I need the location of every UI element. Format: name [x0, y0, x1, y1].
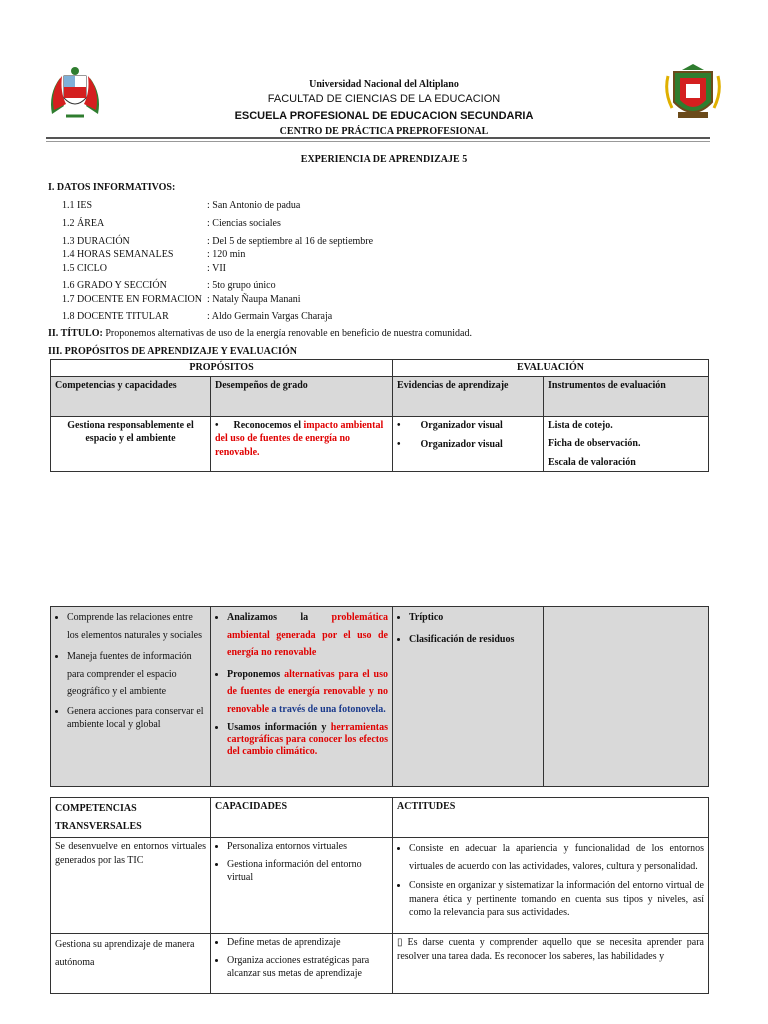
info-key: 1.7 DOCENTE EN FORMACION	[62, 294, 202, 305]
header-rule-thin	[46, 141, 710, 142]
info-value: : San Antonio de padua	[207, 200, 301, 211]
center-name: CENTRO DE PRÁCTICA PREPROFESIONAL	[279, 126, 489, 137]
header-instrumentos: Instrumentos de evaluación	[544, 376, 709, 416]
propositos-table	[50, 359, 709, 472]
desempeno-text: Usamos información y	[227, 722, 331, 733]
section-heading-datos: I. DATOS INFORMATIVOS:	[48, 182, 176, 193]
page-title: EXPERIENCIA DE APRENDIZAJE 5	[300, 154, 468, 165]
desempeno-cell	[211, 416, 393, 472]
actitud-item: • Consiste en adecuar la apariencia y funcionalidad de los entornos virtuales de acuerdo con las actividades, valores, cultura y personalidad.	[409, 840, 704, 875]
header-desempenos: Desempeños de grado	[211, 376, 393, 416]
evidencias-cell	[393, 607, 544, 787]
bullet: •	[397, 439, 421, 450]
section-heading-propositos: III. PROPÓSITOS DE APRENDIZAJE Y EVALUACIÓN	[48, 346, 297, 357]
school-name: ESCUELA PROFESIONAL DE EDUCACION SECUNDARIA	[234, 110, 534, 122]
desempeno-highlight: herramientas cartográficas para conocer los efectos del cambio climático.	[227, 722, 388, 757]
info-row-duracion	[62, 236, 462, 247]
desempeno-highlight: alternativas para el uso de fuentes de energía renovable y no renovable	[227, 668, 388, 715]
evidencia-item: • Tríptico	[409, 609, 539, 627]
capacidades-tic	[211, 838, 393, 934]
competencia-autonoma: Gestiona su aprendizaje de manera autónoma	[51, 934, 211, 994]
desempeno-highlight: problemática ambiental generada por el uso de energía no renovable	[227, 612, 388, 658]
desempeno-item	[227, 666, 388, 719]
evidencia-item: Organizador visual	[420, 439, 503, 450]
desempeno-item	[227, 609, 388, 662]
capacidades-autonoma	[211, 934, 393, 994]
instrumento-item: Lista de cotejo.	[548, 419, 613, 431]
info-value: : VII	[207, 263, 226, 274]
info-value: : 120 min	[207, 249, 246, 260]
info-value: : Ciencias sociales	[207, 218, 281, 229]
info-key: 1.6 GRADO Y SECCIÓN	[62, 280, 167, 291]
capacidad-item: • Personaliza entornos virtuales	[227, 840, 388, 854]
capacidades-table	[50, 606, 709, 787]
desempeno-text: Proponemos	[227, 668, 285, 680]
info-key: 1.8 DOCENTE TITULAR	[62, 311, 169, 322]
desempeno-text: Reconocemos el	[233, 419, 304, 431]
header-rule	[46, 137, 710, 139]
info-value: : Del 5 de septiembre al 16 de septiembre	[207, 236, 374, 247]
capacidades-cell	[51, 607, 211, 787]
info-row-docente-titular	[62, 311, 462, 322]
header-capacidades: CAPACIDADES	[211, 798, 393, 838]
info-key: 1.4 HORAS SEMANALES	[62, 249, 174, 260]
bullet: •	[397, 419, 421, 431]
evidencia-item: Organizador visual	[420, 419, 503, 431]
actitudes-tic	[393, 838, 709, 934]
capacidad-item: • Genera acciones para conservar el ambiente local y global	[67, 705, 206, 731]
header-evidencias: Evidencias de aprendizaje	[393, 376, 544, 416]
capacidad-item: • Organiza acciones estratégicas para alcanzar sus metas de aprendizaje	[227, 954, 388, 981]
info-row-horas	[62, 249, 462, 260]
info-row-docente-formacion	[62, 294, 462, 305]
competencias-transversales-table	[50, 797, 709, 994]
capacidad-item: • Define metas de aprendizaje	[227, 936, 388, 950]
faculty-name: FACULTAD DE CIENCIAS DE LA EDUCACION	[267, 93, 501, 105]
info-key: 1.2 ÁREA	[62, 218, 105, 229]
section-heading-titulo: II. TÍTULO:	[48, 328, 103, 339]
info-row-area	[62, 218, 462, 229]
instrumentos-empty-cell	[544, 607, 709, 787]
desempenos-cell	[211, 607, 393, 787]
desempeno-text: Analizamos la	[227, 612, 332, 623]
info-row-grado	[62, 280, 462, 291]
actitudes-autonoma	[393, 934, 709, 994]
desempeno-blue: a través de una fotonovela.	[269, 703, 386, 715]
evidencias-cell	[393, 416, 544, 472]
info-value: : Aldo Germain Vargas Charaja	[207, 311, 333, 322]
actitud-item: • Consiste en organizar y sistematizar la información del entorno virtual de manera ética y pertinente tomando en cuenta sus tipos y niveles, así como la relevancia para sus actividades.	[409, 879, 704, 920]
section-titulo	[48, 328, 728, 339]
capacidad-item: • Maneja fuentes de información para comprender el espacio geográfico y el ambiente	[67, 648, 206, 701]
capacidad-item: • Comprende las relaciones entre los elementos naturales y sociales	[67, 609, 206, 644]
instrumento-item: Escala de valoración	[548, 456, 636, 468]
competencia-tic: Se desenvuelve en entornos virtuales generados por las TIC	[51, 838, 211, 934]
university-name: Universidad Nacional del Altiplano	[309, 79, 459, 90]
instrumento-item: Ficha de observación.	[548, 438, 641, 449]
header-competencias-transversales: COMPETENCIAS TRANSVERSALES	[51, 798, 211, 838]
header-actitudes: ACTITUDES	[393, 798, 709, 838]
titulo-text: Proponemos alternativas de uso de la energía renovable en beneficio de nuestra comunidad.	[105, 328, 472, 339]
info-key: 1.3 DURACIÓN	[62, 236, 130, 247]
info-value: : 5to grupo único	[207, 280, 276, 291]
desempeno-item	[227, 722, 388, 758]
evidencia-item: • Clasificación de residuos	[409, 631, 539, 649]
bullet: •	[215, 419, 234, 431]
desempeno-highlight: impacto ambiental del uso de fuentes de energía no renovable.	[215, 419, 384, 458]
capacidad-item: • Gestiona información del entorno virtual	[227, 858, 388, 885]
instrumentos-cell	[544, 416, 709, 472]
info-row-ciclo	[62, 263, 462, 274]
header-propositos: PROPÓSITOS	[51, 360, 393, 377]
competencia-cell: Gestiona responsablemente el espacio y el ambiente	[51, 416, 211, 472]
info-value: : Nataly Ñaupa Manani	[207, 294, 301, 305]
box-glyph-icon: ▯	[397, 937, 403, 948]
header-competencias: Competencias y capacidades	[51, 376, 211, 416]
info-key: 1.1 IES	[62, 200, 92, 211]
actitud-text: Es darse cuenta y comprender aquello que se necesita aprender para resolver una tarea dada. Es reconocer los saberes, las habilidades y	[397, 937, 704, 962]
info-row-ies	[62, 200, 462, 211]
header-evaluacion: EVALUACIÓN	[393, 360, 709, 377]
info-key: 1.5 CICLO	[62, 263, 107, 274]
